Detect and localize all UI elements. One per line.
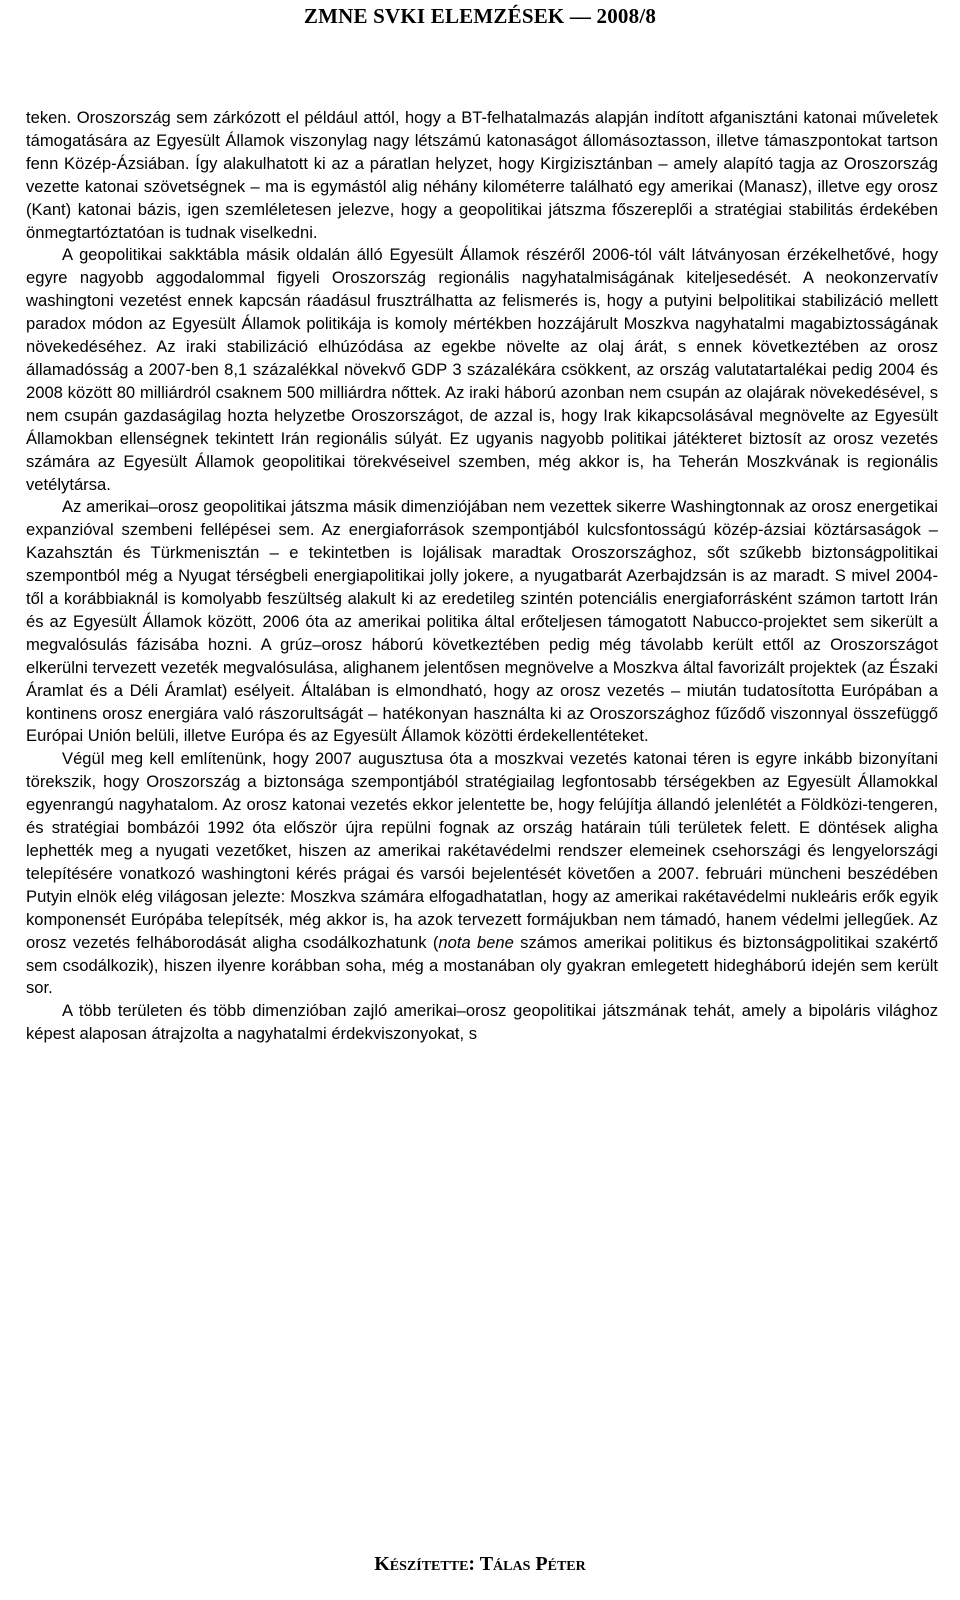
paragraph-continuation: teken. Oroszország sem zárkózott el például attól, hogy a BT-felhatalmazás alapján indított afganisztáni katonai műveletek támogatására az Egyesült Államok viszonylag nagy létszámú katonaságot állomásoztasson, illetve támaszpontokat tartson fenn Közép-Ázsiában. Így alakulhatott ki az a páratlan helyzet, hogy Kirgizisztánban – amely alapító tagja az Oroszország vezette katonai szövetségnek – ma is egymástól alig néhány kilométerre található egy amerikai (Manasz), illetve egy orosz (Kant) katonai bázis, igen szemléletesen jelezve, hogy a geopolitikai játszma főszereplői a stratégiai stabilitás érdekében önmegtartóztatóan is tudnak viselkedni. [26,108,938,242]
paragraph-energy: Az amerikai–orosz geopolitikai játszma másik dimenziójában nem vezettek sikerre Washingtonnak az orosz energetikai expanzióval szembeni fellépései sem. Az energiaforrások szempontjából kulcsfontosságú közép-ázsiai köztársaságok – Kazahsztán és Türkmenisztán – e tekintetben is lojálisak maradtak Oroszországhoz, sőt szűkebb biztonságpolitikai szempontból még a Nyugat térségbeli energiapolitikai jolly jokere, a nyugatbarát Azerbajdzsán is az maradt. S mivel 2004-től a korábbiaknál is komolyabb feszültség alakult ki az eredetileg szintén potenciális energiaforrásként számon tartott Irán és az Egyesült Államok között, 2006 óta az amerikai politika által erőteljesen támogatott Nabucco-projektet sem sikerült a megvalósulás fázisába hozni. A grúz–orosz háború következtében pedig még távolabb került ettől az Oroszországot elkerülni tervezett vezeték megvalósulása, alighanem jelentősen megnövelve a Moszkva által favorizált projektek (az Északi Áramlat és a Déli Áramlat) esélyeit. Általában is elmondható, hogy az orosz vezetés – miután tudatosította Európában a kontinens orosz energiára való rászorultságát – hatékonyan használta ki az Oroszországhoz fűződő viszonnyal összefüggő Európai Unión belüli, illetve Európa és az Egyesült Államok közötti érdekellentéteket. [26,497,938,746]
paragraph-conclusion: A több területen és több dimenzióban zajló amerikai–orosz geopolitikai játszmának tehát, amely a bipoláris világhoz képest alaposan átrajzolta a nagyhatalmi érdekviszonyokat, s [26,1001,938,1044]
paragraph-military [26,748,938,1000]
article-body [26,107,938,1046]
running-header: ZMNE SVKI ELEMZÉSEK — 2008/8 [303,4,657,28]
nota-bene-italic: nota bene [438,932,514,952]
paragraph-military-text-end: számos amerikai politikus és biztonságpolitikai szakértő sem csodálkozik), hiszen ilyenre korábban soha, még a mostanában oly gyakran emlegetett hidegháború idején sem került sor. [26,932,938,998]
paragraph-military-text: Végül meg kell említenünk, hogy 2007 augusztusa óta a moszkvai vezetés katonai téren is egyre inkább bizonyítani törekszik, hogy Oroszország a biztonsága szempontjából stratégiailag legfontosabb térségekben az Egyesült Államokkal egyenrangú nagyhatalom. Az orosz katonai vezetés ekkor jelentette be, hogy felújítja állandó jelenlétét a Földközi-tengeren, és stratégiai bombázói 1992 óta először újra repülni fognak az ország határain túli területek felett. E döntések aligha lephették meg a nyugati vezetőket, hiszen az amerikai rakétavédelmi rendszer elemeinek csehországi és lengyelországi telepítésére vonatkozó washingtoni kérés prágai és varsói bejelentését követően a 2007. februári müncheni beszédében Putyin elnök elég világosan jelezte: Moszkva számára elfogadhatatlan, hogy az amerikai rakétavédelmi nukleáris erők egyik komponensét Európába telepítsék, még akkor is, ha azok tervezett formájukban nem támadó, hanem védelmi jellegűek. Az orosz vezetés felháborodását aligha csodálkozhatunk ( [26,749,938,952]
running-footer-author: Készítette: Tálas Péter [374,1553,586,1575]
paragraph-us-concern: A geopolitikai sakktábla másik oldalán álló Egyesült Államok részéről 2006-tól vált látványosan érzékelhetővé, hogy egyre nagyobb aggodalommal figyeli Oroszország regionális nagyhatalmiságának kiteljesedését. A neokonzervatív washingtoni vezetést ennek kapcsán ráadásul frusztrálhatta az felismerés is, hogy a putyini belpolitikai stabilizáció mellett paradox módon az Egyesült Államok politikája is komoly mértékben hozzájárult Moszkva nagyhatalmi magabiztosságának növekedéséhez. Az iraki stabilizáció elhúzódása az egekbe növelte az olaj árát, s ennek következtében az orosz államadósság a 2007-ben 8,1 százalékkal növekvő GDP 3 százalékára csökkent, az ország valutatartalékai pedig 2004 és 2008 között 80 milliárdról csaknem 500 milliárdra nőttek. Az iraki háború azonban nem csupán az olajárak növekedésével, s nem csupán gazdaságilag hozta helyzetbe Oroszországot, de azzal is, hogy Irak kikapcsolásával megnövelte az Egyesült Államokban ellenségnek tekintett Irán regionális súlyát. Ez ugyanis nagyobb politikai játékteret biztosít az orosz vezetés számára az Egyesült Államok geopolitikai törekvéseivel szemben, még akkor is, ha Teherán Moszkvának is regionális vetélytársa. [26,245,938,494]
